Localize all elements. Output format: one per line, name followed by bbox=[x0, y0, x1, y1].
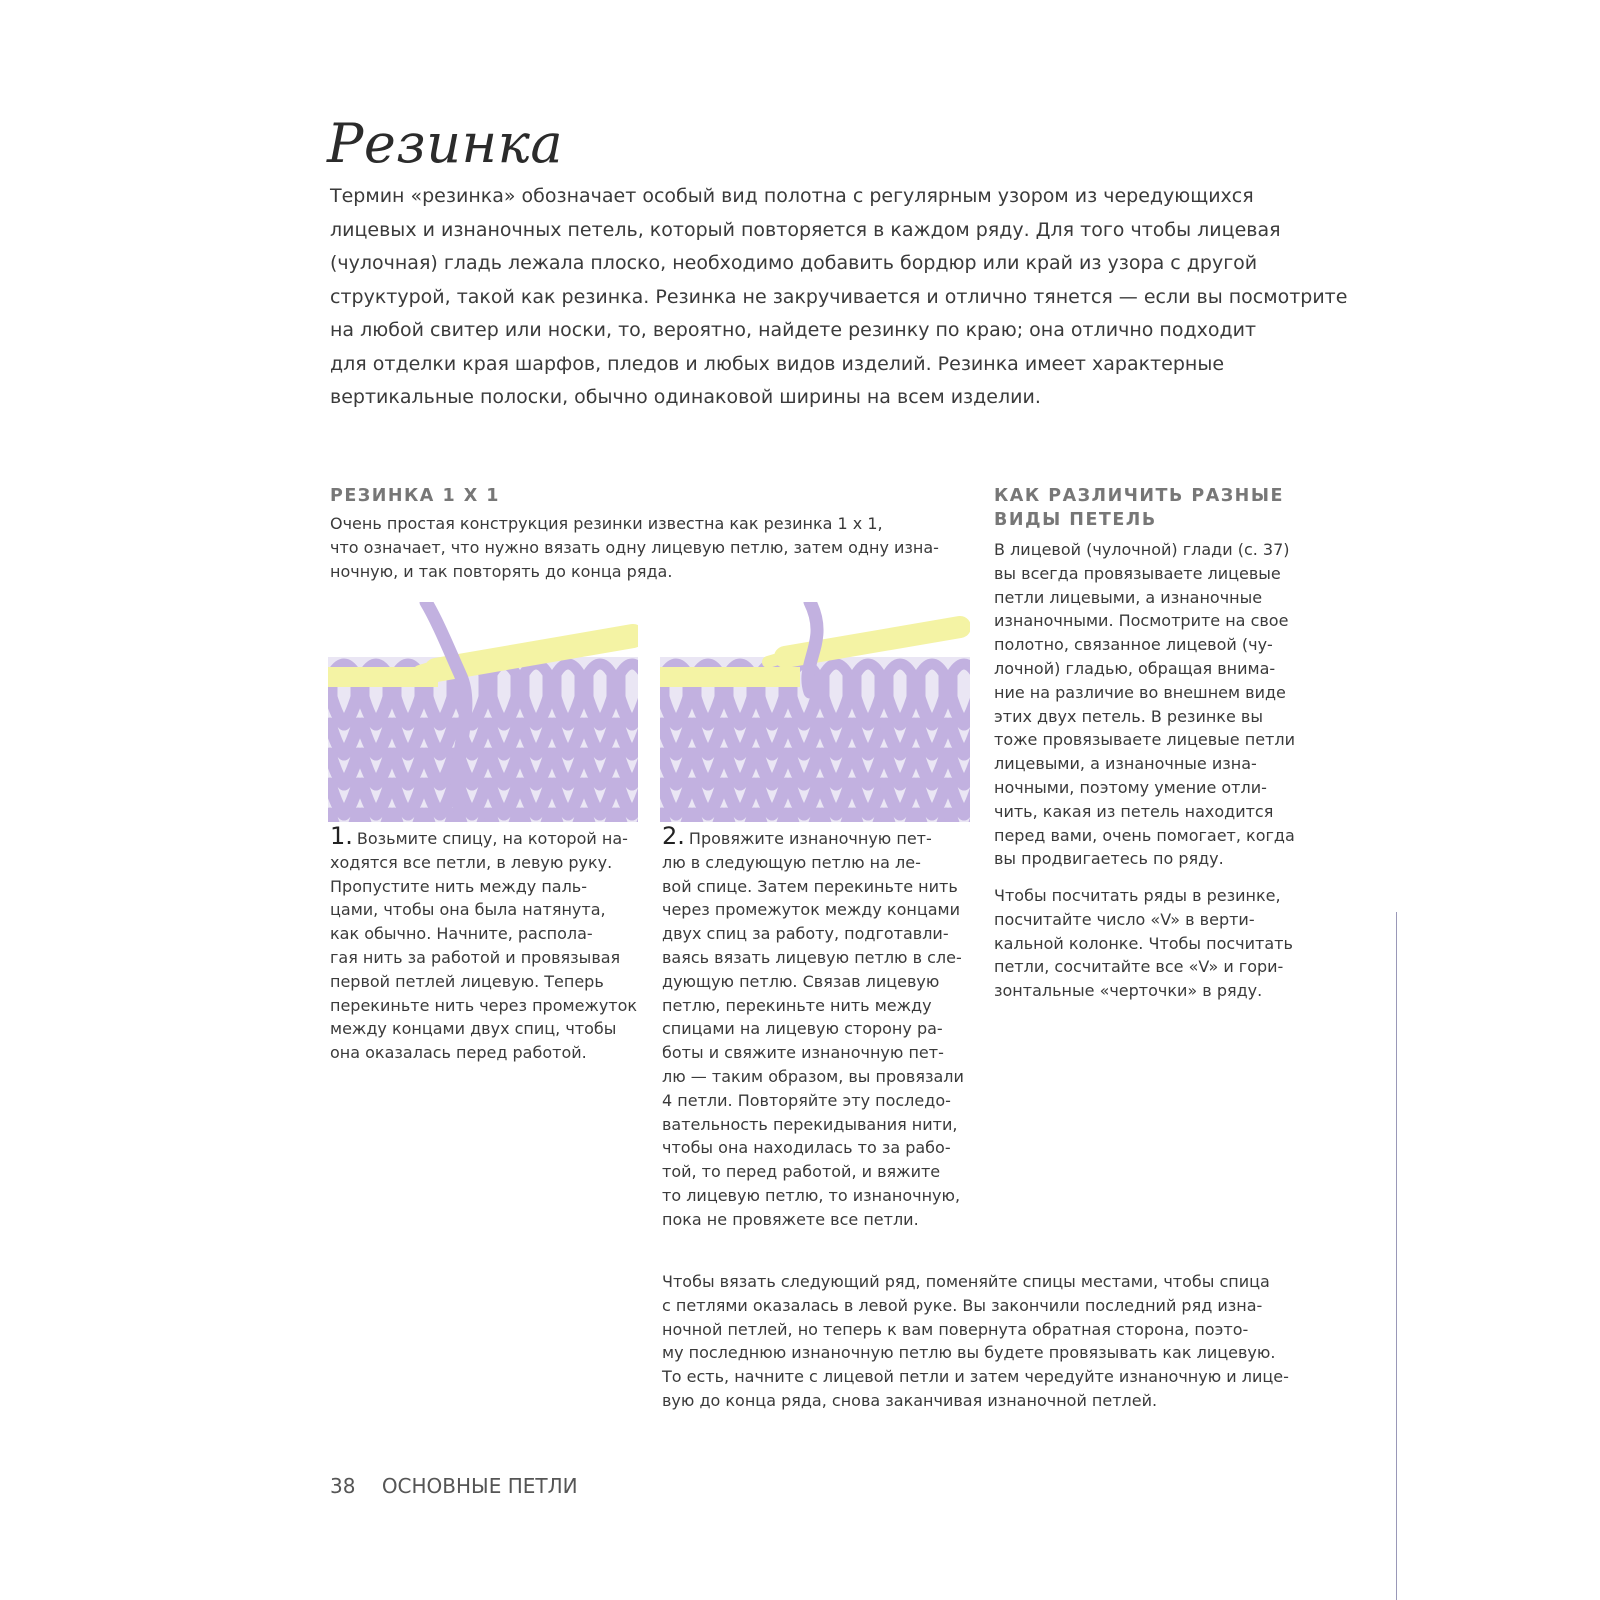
step-1-number: 1. bbox=[330, 822, 353, 850]
text-line: То есть, начните с лицевой петли и затем чередуйте изнаночную и лице- bbox=[662, 1367, 1289, 1387]
text-line: Пропустите нить между паль- bbox=[330, 876, 588, 896]
text-line: вы продвигаетесь по ряду. bbox=[994, 849, 1224, 869]
step-2-text bbox=[662, 822, 964, 1232]
section-intro-rib-1x1 bbox=[330, 512, 939, 583]
text-line: этих двух петель. В резинке вы bbox=[994, 706, 1263, 726]
needle-tip bbox=[768, 656, 788, 662]
intro-line: (чулочная) гладь лежала плоско, необходимо добавить бордюр или край из узора с другой bbox=[330, 252, 1258, 274]
text-line: лю в следующую петлю на ле- bbox=[662, 852, 921, 872]
text-line: как обычно. Начните, распола- bbox=[330, 924, 593, 944]
text-line: дующую петлю. Связав лицевую bbox=[662, 971, 940, 991]
text-line-content: Возьмите спицу, на которой на- bbox=[356, 829, 628, 848]
text-line: гая нить за работой и провязывая bbox=[330, 947, 621, 967]
text-line: то лицевую петлю, то изнаночную, bbox=[662, 1185, 961, 1205]
text-line: через промежуток между концами bbox=[662, 900, 960, 920]
page-number: 38 bbox=[330, 1474, 356, 1498]
sidebar-heading-line: КАК РАЗЛИЧИТЬ РАЗНЫЕ bbox=[994, 486, 1284, 506]
sidebar-paragraph-1 bbox=[994, 538, 1295, 871]
sidebar-heading-line: ВИДЫ ПЕТЕЛЬ bbox=[994, 510, 1157, 530]
text-line: Очень простая конструкция резинки известна как резинка 1 x 1, bbox=[330, 514, 883, 533]
text-line: ваясь вязать лицевую петлю в сле- bbox=[662, 947, 962, 967]
text-line: той, то перед работой, и вяжите bbox=[662, 1162, 941, 1182]
text-line: с петлями оказалась в левой руке. Вы закончили последний ряд изна- bbox=[662, 1295, 1263, 1315]
closing-paragraph bbox=[662, 1270, 1289, 1413]
intro-line: вертикальные полоски, обычно одинаковой ширины на всем изделии. bbox=[330, 386, 1041, 408]
text-line: чтобы она находилась то за рабо- bbox=[662, 1138, 951, 1158]
text-line: цами, чтобы она была натянута, bbox=[330, 900, 606, 920]
text-line: лю — таким образом, вы провязали bbox=[662, 1066, 964, 1086]
sidebar-paragraph-2 bbox=[994, 884, 1293, 1003]
text-line-content: Провяжите изнаночную пет- bbox=[688, 829, 932, 848]
sidebar-heading bbox=[994, 484, 1284, 532]
text-line: перекиньте нить через промежуток bbox=[330, 995, 638, 1015]
text-line: вы всегда провязываете лицевые bbox=[994, 563, 1281, 583]
text-line: ние на различие во внешнем виде bbox=[994, 682, 1286, 702]
text-line: Чтобы вязать следующий ряд, поменяйте спицы местами, чтобы спица bbox=[662, 1272, 1270, 1291]
text-line: кальной колонке. Чтобы посчитать bbox=[994, 933, 1293, 953]
text-line: вой спице. Затем перекиньте нить bbox=[662, 876, 958, 896]
text-line: пока не провяжете все петли. bbox=[662, 1209, 919, 1229]
text-line: ночной петлей, но теперь к вам повернута обратная сторона, поэто- bbox=[662, 1319, 1249, 1339]
text-line: петли лицевыми, а изнаночные bbox=[994, 587, 1263, 607]
page-edge-rule bbox=[1396, 912, 1397, 1600]
text-line: лицевыми, а изнаночные изна- bbox=[994, 754, 1257, 774]
intro-line: лицевых и изнаночных петель, который повторяется в каждом ряду. Для того чтобы лицевая bbox=[330, 218, 1281, 241]
text-line: тоже провязываете лицевые петли bbox=[994, 730, 1295, 750]
page-title: Резинка bbox=[327, 112, 564, 175]
text-line bbox=[330, 822, 637, 851]
text-line: петли, сосчитайте все «V» и гори- bbox=[994, 957, 1284, 977]
text-line: 4 петли. Повторяйте эту последо- bbox=[662, 1090, 951, 1110]
text-line: вательность перекидывания нити, bbox=[662, 1114, 958, 1134]
text-line: полотно, связанное лицевой (чу- bbox=[994, 635, 1273, 655]
text-line: боты и свяжите изнаночную пет- bbox=[662, 1043, 944, 1063]
intro-paragraph bbox=[330, 180, 1348, 415]
intro-line: Термин «резинка» обозначает особый вид полотна с регулярным узором из чередующихся bbox=[330, 185, 1254, 207]
text-line: лочной) гладью, обращая внима- bbox=[994, 658, 1276, 678]
text-line: посчитайте число «V» в верти- bbox=[994, 909, 1255, 929]
text-line: ходятся все петли, в левую руку. bbox=[330, 852, 613, 872]
illustration-1-content bbox=[328, 602, 638, 822]
text-line: петлю, перекиньте нить между bbox=[662, 995, 932, 1015]
text-line: вую до конца ряда, снова заканчивая изнаночной петлей. bbox=[662, 1390, 1158, 1410]
text-line: первой петлей лицевую. Теперь bbox=[330, 971, 604, 991]
running-section-title: ОСНОВНЫЕ ПЕТЛИ bbox=[381, 1474, 578, 1498]
text-line: изнаночными. Посмотрите на свое bbox=[994, 611, 1289, 631]
illustration-2-content bbox=[660, 602, 970, 822]
intro-line: на любой свитер или носки, то, вероятно, найдете резинку по краю; она отлично подходит bbox=[330, 319, 1257, 341]
text-line: она оказалась перед работой. bbox=[330, 1043, 587, 1063]
text-line: ночными, поэтому умение отли- bbox=[994, 777, 1267, 797]
knit-illustration-step-1 bbox=[328, 602, 638, 822]
text-line: ночную, и так повторять до конца ряда. bbox=[330, 561, 673, 581]
text-line: чить, какая из петель находится bbox=[994, 801, 1274, 821]
section-heading-rib-1x1: РЕЗИНКА 1 X 1 bbox=[330, 486, 500, 506]
step-2-number: 2. bbox=[662, 822, 685, 850]
text-line: перед вами, очень помогает, когда bbox=[994, 825, 1295, 845]
intro-line: для отделки края шарфов, пледов и любых видов изделий. Резинка имеет характерные bbox=[330, 352, 1225, 375]
page-footer bbox=[330, 1474, 578, 1498]
text-line: Чтобы посчитать ряды в резинке, bbox=[994, 886, 1281, 905]
text-line: спицами на лицевую сторону ра- bbox=[662, 1019, 943, 1039]
text-line: что означает, что нужно вязать одну лицевую петлю, затем одну изна- bbox=[330, 537, 939, 557]
intro-line: структурой, такой как резинка. Резинка не закручивается и отлично тянется — если вы посмотрите bbox=[330, 285, 1348, 308]
text-line: двух спиц за работу, подготавли- bbox=[662, 924, 949, 944]
text-line: В лицевой (чулочной) глади (с. 37) bbox=[994, 540, 1290, 559]
text-line: зонтальные «черточки» в ряду. bbox=[994, 981, 1263, 1001]
step-1-text bbox=[330, 822, 638, 1065]
text-line bbox=[662, 822, 964, 851]
text-line: му последнюю изнаночную петлю вы будете провязывать как лицевую. bbox=[662, 1343, 1276, 1363]
text-line: между концами двух спиц, чтобы bbox=[330, 1019, 617, 1039]
knit-illustration-step-2 bbox=[660, 602, 970, 822]
